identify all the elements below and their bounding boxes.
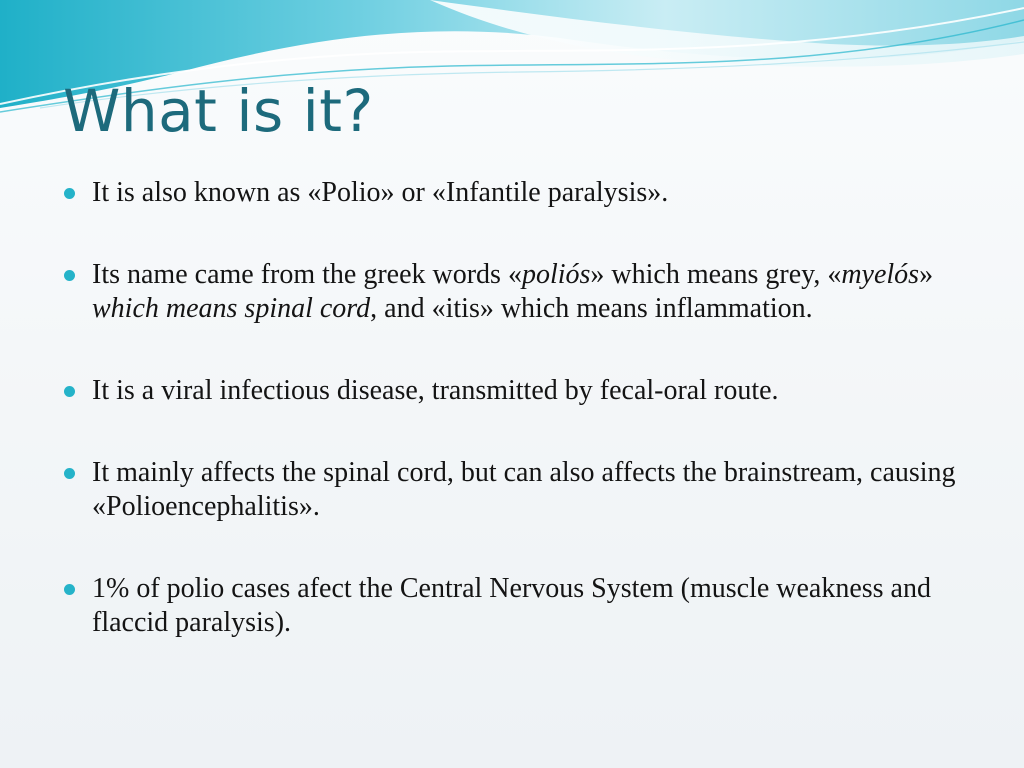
bullet-text [92,375,779,406]
bullet-text-italic: which means spinal cord [92,293,371,324]
bullet-text-segment: » which means grey, « [590,259,842,290]
bullet-marker-icon [64,468,75,479]
bullet-item [92,176,972,210]
bullet-text [92,177,668,208]
bullet-marker-icon [64,584,75,595]
bullet-text [92,573,931,638]
bullet-text-italic: myelós [841,259,920,290]
bullet-text-italic: poliós [521,259,591,290]
bullet-marker-icon [64,188,75,199]
bullet-item [92,374,972,408]
bullet-item [92,456,972,524]
bullet-marker-icon [64,270,75,281]
bullet-text [92,259,933,324]
bullet-text-segment: It is a viral infectious disease, transmitted by fecal-oral route. [92,375,779,406]
bullet-text-segment: » [919,259,934,290]
bullet-text-segment: 1% of polio cases afect the Central Nervous System (muscle weakness and flaccid paralysis). [92,573,931,638]
bullet-list [92,176,972,640]
bullet-item [92,572,972,640]
bullet-text-segment: It is also known as «Polio» or «Infantile paralysis». [92,177,669,208]
slide-title: What is it? [63,77,374,145]
bullet-marker-icon [64,386,75,397]
bullet-text-segment: It mainly affects the spinal cord, but can also affects the brainstream, causing «Polioencephalitis». [92,457,956,522]
bullet-item [92,258,972,326]
bullet-text-segment: , and «itis» which means inflammation. [370,293,813,324]
bullet-text-segment: Its name came from the greek words « [92,259,522,290]
bullet-text [92,457,956,522]
